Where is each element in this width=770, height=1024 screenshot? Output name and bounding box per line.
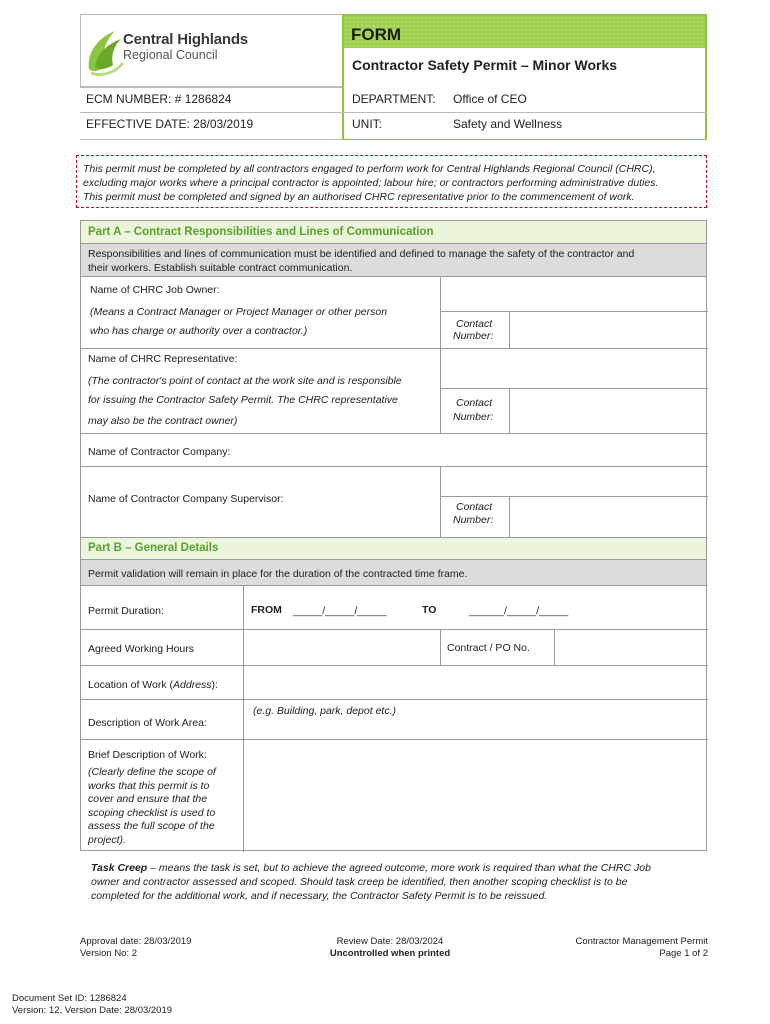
job-owner-name-field[interactable] xyxy=(441,277,708,311)
brief-label: Brief Description of Work: xyxy=(88,749,207,761)
company-label: Name of Contractor Company: xyxy=(88,446,231,458)
document-header xyxy=(80,14,707,140)
uncontrolled-notice: Uncontrolled when printed xyxy=(329,948,451,959)
job-owner-note-2: who has charge or authority over a contractor.) xyxy=(90,325,308,337)
to-date-field[interactable]: ______/_____/_____ xyxy=(469,605,569,617)
footer-left xyxy=(80,936,191,960)
council-logo-box xyxy=(80,14,342,87)
unit-label: UNIT: xyxy=(352,117,382,131)
part-b-intro xyxy=(81,560,706,586)
document-set-info xyxy=(12,993,172,1017)
part-a-title: Part A – Contract Responsibilities and Lines of Communication xyxy=(88,226,434,238)
footer-center xyxy=(300,936,480,960)
location-label: Location of Work (Address): xyxy=(88,679,218,691)
page-number: Page 1 of 2 xyxy=(659,948,708,959)
document-set-id: Document Set ID: 1286824 xyxy=(12,993,127,1004)
council-logo-icon xyxy=(85,25,125,81)
supervisor-name-field[interactable] xyxy=(441,467,708,496)
supervisor-contact-label-b: Number: xyxy=(453,514,494,526)
area-label: Description of Work Area: xyxy=(88,717,207,729)
job-owner-contact-field[interactable] xyxy=(510,312,708,348)
org-sub: Regional Council xyxy=(123,48,218,62)
notice-line-2: excluding major works where a principal contractor is appointed; labour hire; or contractors performing administrative duties. xyxy=(83,177,659,189)
rep-note-2: for issuing the Contractor Safety Permit. The CHRC representative xyxy=(88,394,398,406)
permit-notice xyxy=(76,155,707,208)
duration-label: Permit Duration: xyxy=(88,605,164,617)
form-title: Contractor Safety Permit – Minor Works xyxy=(352,57,618,73)
part-a-intro-2: their workers. Establish suitable contract communication. xyxy=(88,262,353,274)
working-hours-field[interactable] xyxy=(244,630,440,665)
rep-label: Name of CHRC Representative: xyxy=(88,353,238,365)
brief-note: (Clearly define the scope of works that this permit is to cover and ensure that the scoping checklist is used to assess the full scope of the project). xyxy=(88,766,216,846)
part-a-table xyxy=(80,220,707,538)
notice-line-3: This permit must be completed and signed by an authorised CHRC representative prior to the commencement of work. xyxy=(83,191,635,203)
effective-date xyxy=(86,117,253,131)
notice-line-1: This permit must be completed by all contractors engaged to perform work for Central Highlands Regional Council (CHRC), xyxy=(83,163,656,175)
rep-contact-label-a: Contact xyxy=(456,397,493,409)
rep-contact-field[interactable] xyxy=(510,389,708,433)
document-version: Version: 12, Version Date: 28/03/2019 xyxy=(12,1005,173,1016)
part-b-header xyxy=(81,538,706,560)
to-label: TO xyxy=(422,604,437,616)
part-b-title: Part B – General Details xyxy=(88,542,219,554)
part-a-intro xyxy=(81,244,706,277)
job-owner-label: Name of CHRC Job Owner: xyxy=(90,284,220,296)
job-owner-note-1: (Means a Contract Manager or Project Manager or other person xyxy=(90,306,388,318)
rep-note-1: (The contractor's point of contact at the work site and is responsible xyxy=(88,375,402,387)
po-number-field[interactable] xyxy=(555,630,708,665)
task-creep-note: Task Creep – means the task is set, but to achieve the agreed outcome, more work is required than what the CHRC Job owner and contractor assessed and scoped. Should task creep be identified, then another scoping checklist is to be completed for the additional work, and if necessary, the Contractor Safety Permit is to be reissued. xyxy=(91,862,651,902)
form-label: FORM xyxy=(351,25,402,44)
footer-right xyxy=(520,936,708,960)
part-a-header xyxy=(81,221,706,244)
rep-contact-label-b: Number: xyxy=(453,411,494,423)
review-date: Review Date: 28/03/2024 xyxy=(336,936,444,947)
part-b-intro-text: Permit validation will remain in place for the duration of the contracted time frame. xyxy=(88,568,468,580)
from-date-field[interactable]: _____/_____/_____ xyxy=(293,605,387,617)
department-label: DEPARTMENT: xyxy=(352,92,436,106)
hours-label: Agreed Working Hours xyxy=(88,643,195,655)
ecm-label: ECM NUMBER: xyxy=(86,92,172,106)
supervisor-contact-field[interactable] xyxy=(510,497,708,539)
job-owner-contact-label-a: Contact xyxy=(456,318,493,330)
task-creep-term: Task Creep xyxy=(91,862,148,874)
org-name: Central Highlands xyxy=(123,31,248,48)
brief-description-field[interactable] xyxy=(244,740,708,852)
ecm-value: # 1286824 xyxy=(174,92,232,106)
company-name-field[interactable] xyxy=(281,434,708,466)
job-owner-contact-label-b: Number: xyxy=(453,330,494,342)
ecm-number xyxy=(86,92,231,106)
document-type: Contractor Management Permit xyxy=(575,936,708,947)
po-label: Contract / PO No. xyxy=(447,642,530,654)
work-area-field[interactable] xyxy=(244,718,708,739)
approval-date: Approval date: 28/03/2019 xyxy=(80,936,192,947)
effective-label: EFFECTIVE DATE: xyxy=(86,117,190,131)
supervisor-label: Name of Contractor Company Supervisor: xyxy=(88,493,284,505)
rep-note-3: may also be the contract owner) xyxy=(88,415,238,427)
version-number: Version No: 2 xyxy=(80,948,138,959)
location-field[interactable] xyxy=(244,666,708,699)
part-a-intro-1: Responsibilities and lines of communication must be identified and defined to manage the safety of the contractor and xyxy=(88,248,635,260)
part-b-table xyxy=(80,537,707,851)
department-value: Office of CEO xyxy=(453,92,527,106)
from-label: FROM xyxy=(251,604,282,616)
unit-value: Safety and Wellness xyxy=(453,117,563,131)
form-band xyxy=(344,16,705,48)
rep-name-field[interactable] xyxy=(441,349,708,388)
area-hint: (e.g. Building, park, depot etc.) xyxy=(253,705,396,717)
supervisor-contact-label-a: Contact xyxy=(456,501,493,513)
effective-value: 28/03/2019 xyxy=(193,117,254,131)
